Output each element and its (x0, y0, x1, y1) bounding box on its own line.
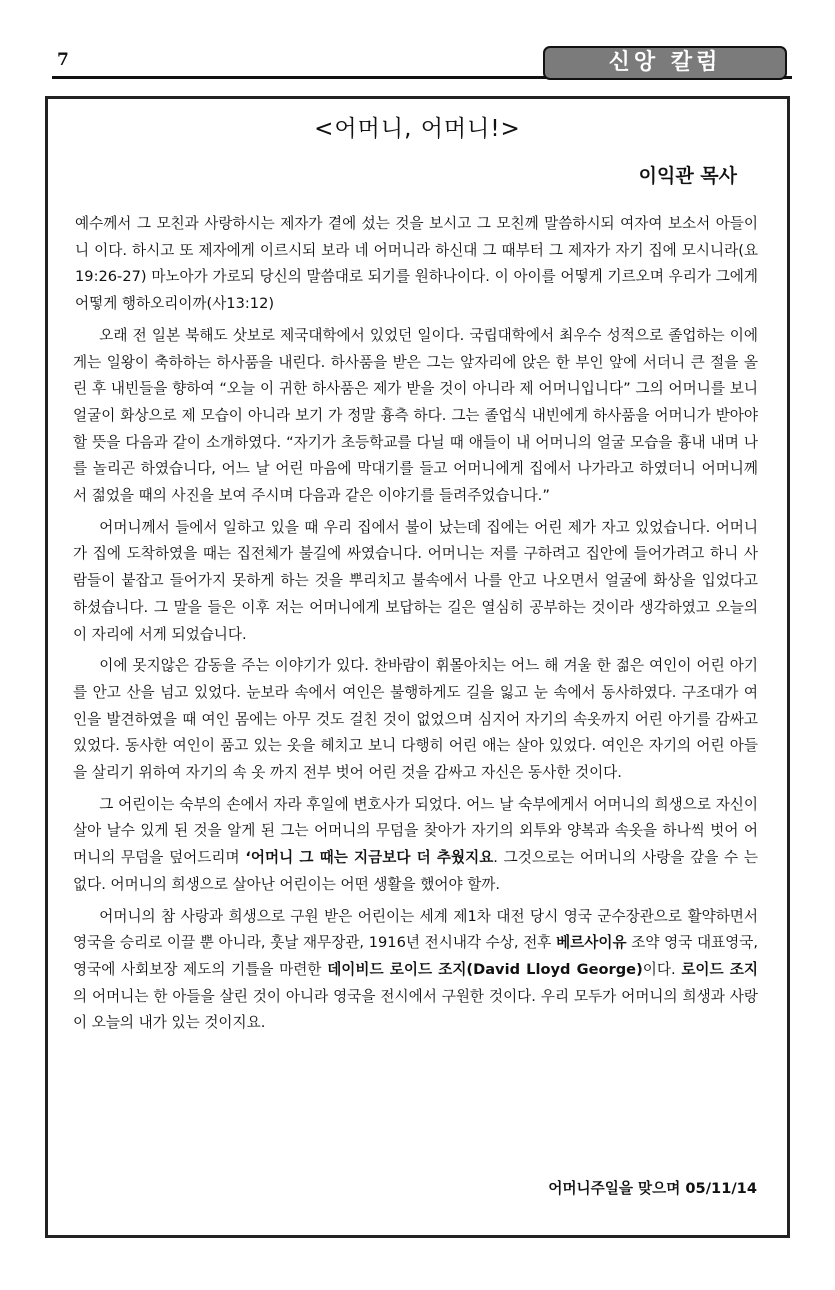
paragraph-4-text-a: 그 어린이는 숙부의 손에서 자라 후일에 변호사가 되었다. 어느 날 숙부에게서 어머니의 희생으로 자신이 살아 날수 있게 된 것을 알게 된 그는 어머니의 무덤을 찾아가 자기의 외투와 양복과 속옷을 하나씩 벗어 어머니의 무덤을 덮어드리며 (73, 795, 758, 867)
scripture-paragraph: 예수께서 그 모친과 사랑하시는 제자가 곁에 섰는 것을 보시고 그 모친께 말씀하시되 여자여 보소서 아들이니 이다. 하시고 또 제자에게 이르시되 보라 네 어머니라 하신대 그 때부터 그 제자가 자기 집에 모시니라(요19:26-27) 마노아가 가로되 당신의 말씀대로 되기를 원하나이다. 이 아이를 어떻게 기르오며 우리가 그에게 어떻게 행하오리이까(사13:12) (75, 215, 758, 313)
paragraph-5-text-e: 이다. (642, 960, 682, 978)
page-number: 7 (57, 50, 69, 70)
section-tab: 신앙 칼럼 (543, 46, 787, 80)
paragraph-5 (73, 904, 758, 1038)
paragraph-3: 이에 못지않은 감동을 주는 이야기가 있다. 찬바람이 휘몰아치는 어느 해 겨울 한 젊은 여인이 어린 아기를 안고 산을 넘고 있었다. 눈보라 속에서 여인은 불행하게도 길을 잃고 눈 속에서 동사하였다. 구조대가 여인을 발견하였을 때 여인 몸에는 아무 것도 걸친 것이 없었으며 심지어 자기의 속옷까지 어린 아기를 감싸고 있었다. 동사한 여인이 품고 있는 옷을 헤치고 보니 다행히 어린 애는 살아 있었다. 여인은 자기의 어린 아들을 살리기 위하여 자기의 속 옷 까지 전부 벗어 어린 것을 감싸고 자신은 동사한 것이다. (73, 657, 758, 782)
paragraph-5-text-c: 조약 영국 대표영국, 영국에 사회보장 제도의 기틀을 마련한 (73, 934, 758, 978)
paragraph-5-versailles: 베르사이유 (556, 934, 627, 952)
paragraph-5-lloyd-george-full: 데이비드 로이드 조지(David Lloyd George) (327, 960, 643, 978)
paragraph-4-text-c: . 그것으로는 어머니의 사랑을 갚을 수 는 없다. 어머니의 희생으로 살아난 어린이는 어떤 생활을 했어야 할까. (73, 849, 758, 893)
paragraph-4 (73, 792, 758, 899)
paragraph-2: 어머니께서 들에서 일하고 있을 때 우리 집에서 불이 났는데 집에는 어린 제가 자고 있었습니다. 어머니가 집에 도착하였을 때는 집전체가 불길에 싸였습니다. 어머니는 저를 구하려고 집안에 들어가려고 하니 사람들이 붙잡고 들어가지 못하게 하는 것을 뿌리치고 불속에서 나를 안고 나오면서 얼굴에 화상을 입었다고 하셨습니다. 그 말을 들은 이후 저는 어머니에게 보답하는 길은 열심히 공부하는 것이라 생각하였고 오늘의 이 자리에 서게 되었습니다. (73, 518, 758, 643)
paragraph-5-text-g: 의 어머니는 한 아들을 살린 것이 아니라 영국을 전시에서 구원한 것이다. 우리 모두가 어머니의 희생과 사랑이 오늘의 내가 있는 것이지요. (73, 987, 758, 1032)
article-body (73, 211, 758, 1042)
article-title: <어머니, 어머니!> (314, 116, 521, 142)
paragraph-5-text-a: 어머니의 참 사랑과 희생으로 구원 받은 어린이는 세계 제1차 대전 당시 영국 군수장관으로 활약하면서 영국을 승리로 이끌 뿐 아니라, 훗날 재무장관, 1916년 전시내각 수상, 전후 (73, 907, 758, 952)
article-author: 이익관 목사 (638, 165, 737, 187)
article-signoff: 어머니주일을 맞으며 05/11/14 (548, 1180, 757, 1197)
paragraph-4-emphasis: ‘어머니 그 때는 지금보다 더 추웠지요 (245, 849, 494, 867)
paragraph-5-lloyd-george: 로이드 조지 (681, 960, 758, 978)
paragraph-1: 오래 전 일본 북해도 삿보로 제국대학에서 있었던 일이다. 국립대학에서 최우수 성적으로 졸업하는 이에게는 일왕이 축하하는 하사품을 내린다. 하사품을 받은 그는 앞자리에 앉은 한 부인 앞에 서더니 큰 절을 올린 후 내빈들을 향하여 “오늘 이 귀한 하사품은 제가 받을 것이 아니라 제 어머니입니다” 그의 어머니를 보니 얼굴이 화상으로 제 모습이 아니라 보기 가 정말 흉측 하다. 그는 졸업식 내빈에게 하사품을 어머니가 받아야 할 뜻을 다음과 같이 소개하였다. “자기가 초등학교를 다닐 때 애들이 내 어머니의 얼굴 모습을 흉내 내며 나를 놀리곤 하였습니다, 어느 날 어린 마음에 막대기를 들고 어머니에게 집에서 나가라고 하였더니 어머니께서 젊었을 때의 사진을 보여 주시며 다음과 같은 이야기를 들려주었습니다.” (73, 326, 758, 505)
